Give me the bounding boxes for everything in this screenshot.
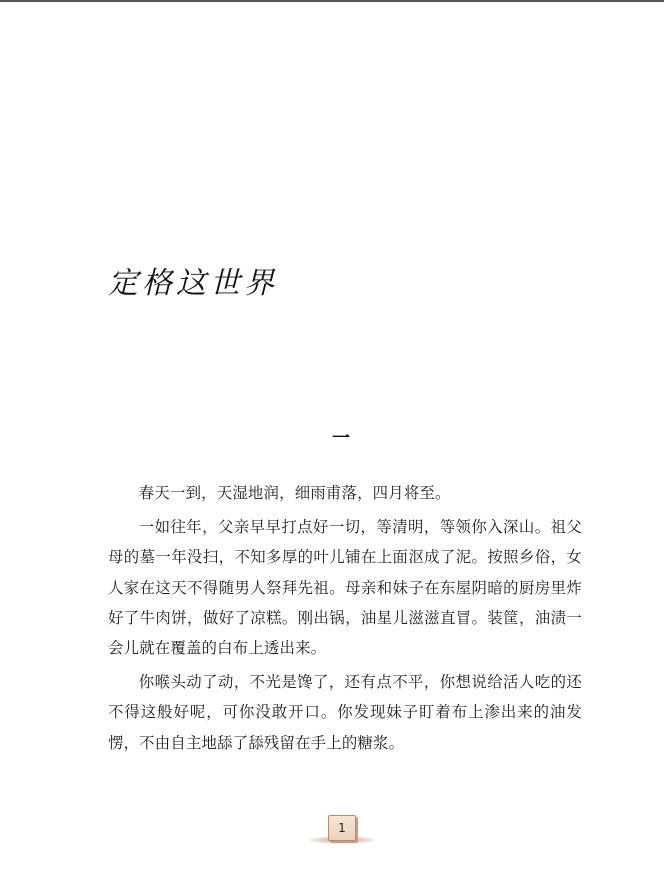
paragraph-3: 你喉头动了动，不光是馋了，还有点不平，你想说给活人吃的还不得这般好呢，可你没敢开口。你发现妹子盯着布上渗出来的油发愣，不由自主地舔了舔残留在手上的糖浆。 [108, 673, 582, 752]
top-rule [0, 0, 664, 2]
section-number: 一 [332, 428, 350, 449]
chapter-title: 定格这世界 [108, 266, 278, 301]
body-text [108, 478, 582, 762]
page-number-badge [322, 812, 362, 846]
paragraph-1: 春天一到，天湿地润，细雨甫落，四月将至。 [138, 484, 451, 502]
paragraph-2: 一如往年，父亲早早打点好一切，等清明，等领你入深山。祖父母的墓一年没扫，不知多厚的叶儿铺在上面沤成了泥。按照乡俗，女人家在这天不得随男人祭拜先祖。母亲和妹子在东屋阴暗的厨房里炸好了牛肉饼，做好了凉糕。刚出锅，油星儿滋滋直冒。装筐，油渍一会儿就在覆盖的白布上透出来。 [108, 518, 582, 658]
page-number: 1 [328, 815, 356, 841]
